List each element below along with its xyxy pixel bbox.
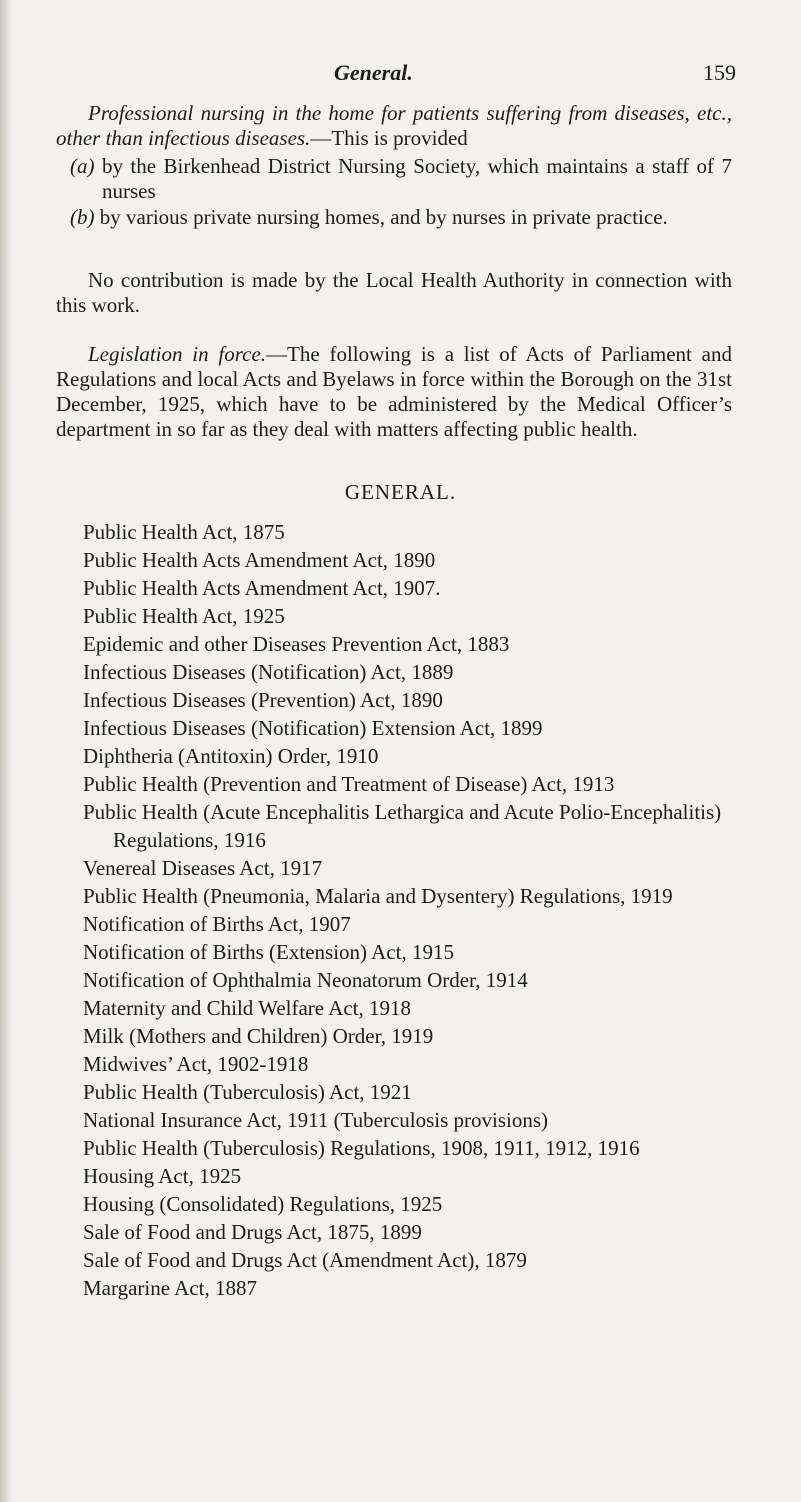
act-item: Maternity and Child Welfare Act, 1918 (83, 996, 412, 1020)
act-item: Public Health (Tuberculosis) Regulations, 1908, 1911, 1912, 1916 (83, 1136, 640, 1160)
nursing-item-b-marker: (b) (70, 205, 95, 229)
act-item: Notification of Births Act, 1907 (83, 912, 351, 936)
act-item: Infectious Diseases (Notification) Act, 1889 (83, 660, 454, 684)
legislation-text: —The following is a list of Acts of Parliament and Regulations and local Acts and Byelaws in force within the Borough on the 31st December, 1925, which have to be administered by the Medical Officer’s department in so far as they deal with matters affecting public health. (56, 342, 732, 441)
act-item: Housing Act, 1925 (83, 1164, 242, 1188)
section-heading-general: GENERAL. (344, 480, 457, 504)
act-item: Venereal Diseases Act, 1917 (83, 856, 323, 880)
nursing-heading: Professional nursing in the home for patients suffering from diseases, etc., other than infectious diseases. (56, 101, 732, 150)
nursing-paragraph (56, 101, 732, 151)
act-item: Epidemic and other Diseases Prevention Act, 1883 (83, 632, 510, 656)
nursing-item-b (56, 205, 732, 230)
act-item: Infectious Diseases (Prevention) Act, 1890 (83, 688, 443, 712)
nursing-item-b-text: by various private nursing homes, and by nurses in private practice. (94, 205, 668, 229)
act-item: Public Health Acts Amendment Act, 1907. (83, 576, 441, 600)
act-item: Notification of Ophthalmia Neonatorum Order, 1914 (83, 968, 528, 992)
nursing-item-a-text: by the Birkenhead District Nursing Society, which maintains a staff of 7 nurses (94, 154, 732, 203)
act-item: Public Health Acts Amendment Act, 1890 (83, 548, 436, 572)
nursing-note: No contribution is made by the Local Health Authority in connection with this work. (56, 268, 732, 317)
act-item: Public Health (Acute Encephalitis Lethargica and Acute Polio-Encephalitis) Regulations, 1916 (83, 800, 722, 852)
act-item: Public Health Act, 1875 (83, 520, 285, 544)
act-item: Public Health (Pneumonia, Malaria and Dysentery) Regulations, 1919 (83, 884, 673, 908)
act-item: Public Health (Tuberculosis) Act, 1921 (83, 1080, 412, 1104)
act-item: Public Health Act, 1925 (83, 604, 285, 628)
acts-list (56, 518, 756, 1302)
nursing-lead: —This is provided (310, 126, 468, 150)
act-item: Notification of Births (Extension) Act, 1915 (83, 940, 454, 964)
legislation-paragraph (56, 342, 732, 442)
nursing-item-a (56, 154, 732, 204)
header-title: General. (334, 60, 413, 85)
act-item: Infectious Diseases (Notification) Extension Act, 1899 (83, 716, 543, 740)
legislation-heading: Legislation in force. (88, 342, 267, 366)
act-item: Public Health (Prevention and Treatment of Disease) Act, 1913 (83, 772, 615, 796)
act-item: Milk (Mothers and Children) Order, 1919 (83, 1024, 434, 1048)
running-header (0, 60, 801, 90)
page-number: 159 (703, 60, 736, 85)
act-item: Diphtheria (Antitoxin) Order, 1910 (83, 744, 379, 768)
act-item: Midwives’ Act, 1902-1918 (83, 1052, 309, 1076)
act-item: Sale of Food and Drugs Act (Amendment Act), 1879 (83, 1248, 527, 1272)
act-item: Sale of Food and Drugs Act, 1875, 1899 (83, 1220, 422, 1244)
act-item: National Insurance Act, 1911 (Tuberculosis provisions) (83, 1108, 549, 1132)
act-item: Housing (Consolidated) Regulations, 1925 (83, 1192, 443, 1216)
nursing-item-a-marker: (a) (70, 154, 95, 178)
act-item: Margarine Act, 1887 (83, 1276, 257, 1300)
